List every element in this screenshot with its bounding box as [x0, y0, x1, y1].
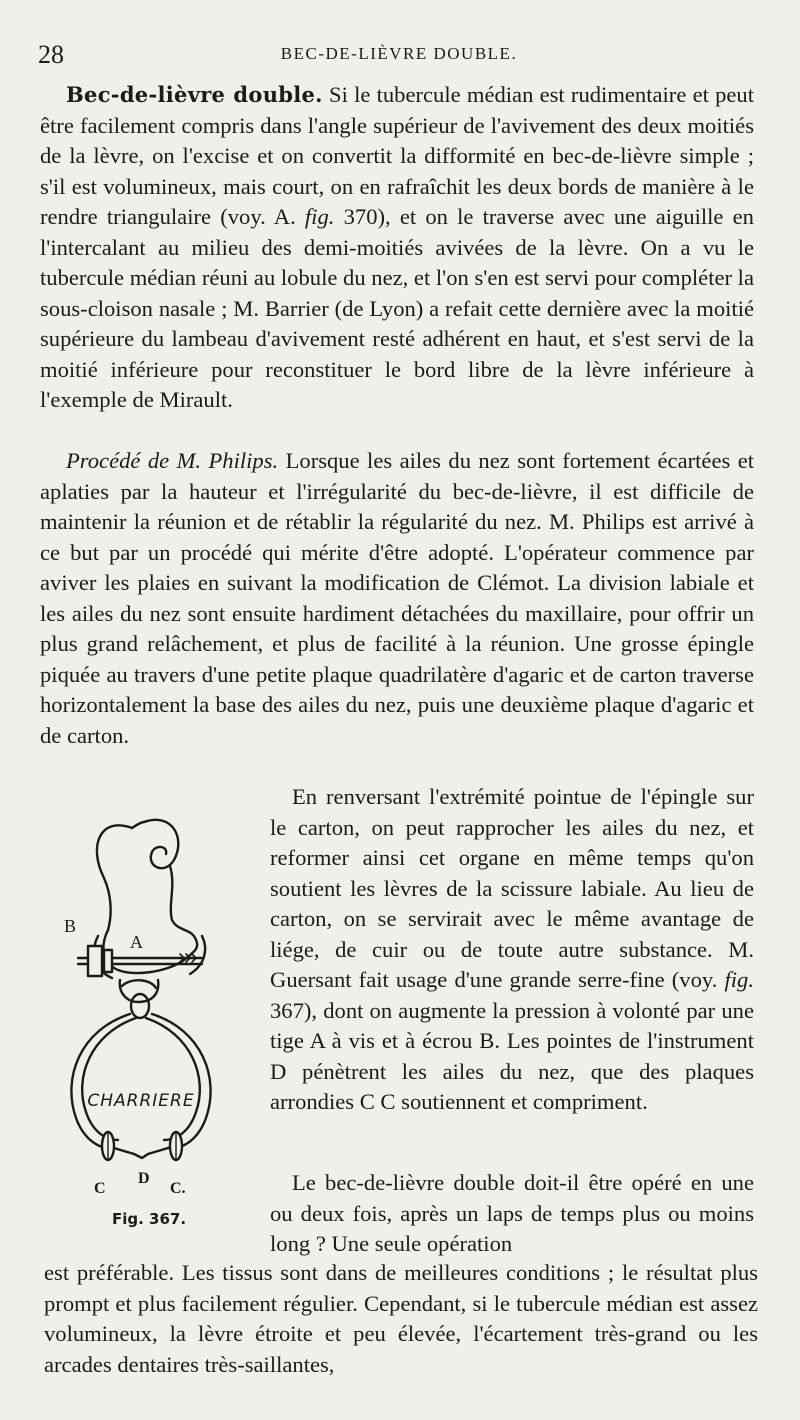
serre-fine-drawing	[60, 808, 260, 1198]
running-title: BEC-DE-LIÈVRE DOUBLE.	[280, 44, 518, 63]
paragraph-operation-question	[270, 1168, 754, 1260]
page-number: 28	[38, 40, 64, 69]
section-heading-italic: Procédé de M. Philips.	[66, 448, 279, 473]
paragraph-text: Si le tubercule médian est rudimentaire et peut être facilement compris dans l'angle supérieur de l'avivement des deux moitiés de la lèvre, on l'excise et on convertit la difformité en bec-de-lièvre simple ; s'il est volumineux, mais court, on en rafraîchit les deux bords de manière à le rendre triangulaire (voy. A.	[40, 82, 755, 229]
figure-reference: fig.	[304, 204, 335, 229]
label-c-left: C	[94, 1180, 106, 1197]
paragraph-text-continued: 370), et on le traverse avec une aiguille en l'intercalant au milieu des demi-moitiés avivées de la lèvre. On a vu le tubercule médian réuni au lobule du nez, et l'on s'en est servi pour compléter la sous-cloison nasale ; M. Barrier (de Lyon) a refait cette dernière avec la moitié supérieure du lambeau d'avivement resté adhérent en haut, et s'est servi de la moitié inférieure pour reconstituer le bord libre de la lèvre inférieure à l'exemple de Mirault.	[40, 204, 754, 412]
paragraph-text: est préférable. Les tissus sont dans de meilleures conditions ; le résultat plus prompt et plus facilement régulier. Cependant, si le tubercule médian est assez volumineux, la lèvre étroite et peu élevée, l'écartement très-grand ou les arcades dentaires très-saillantes,	[44, 1260, 758, 1377]
figure-caption: Fig. 367.	[112, 1210, 187, 1228]
label-c-right: C.	[170, 1180, 186, 1197]
paragraph-bec-de-lievre-double	[40, 80, 754, 416]
paragraph-text: Le bec-de-lièvre double doit-il être opéré en une ou deux fois, après un laps de temps plus ou moins long ? Une seule opération	[270, 1170, 754, 1256]
engraved-maker-mark: CHARRIERE	[87, 1091, 195, 1111]
paragraph-procede-philips	[40, 446, 754, 751]
label-b: B	[64, 916, 77, 936]
section-heading: Bec-de-lièvre double.	[66, 82, 323, 107]
figure-reference: fig.	[724, 967, 754, 992]
paragraph-text: Lorsque les ailes du nez sont fortement écartées et aplaties par la hauteur et l'irrégularité du bec-de-lièvre, il est difficile de maintenir la réunion et de rétablir la régularité du nez. M. Philips est arrivé à ce but par un procédé qui mérite d'être adopté. L'opérateur commence par aviver les plaies en suivant la modification de Clémot. La division labiale et les ailes du nez sont ensuite hardiment détachées du maxillaire, pour offrir un plus grand relâchement, et plus de facilité à la réunion. Une grosse épingle piquée au travers d'une petite plaque quadrilatère d'agaric et de carton traverse horizontalement la base des ailes du nez, puis une deuxième plaque d'agaric et de carton.	[40, 448, 754, 748]
figure-serre-fine-illustration	[60, 808, 260, 1198]
label-a: A	[130, 932, 143, 952]
label-d: D	[138, 1170, 150, 1187]
paragraph-text: En renversant l'extrémité pointue de l'épingle sur le carton, on peut rapprocher les ailes du nez, et reformer ainsi cet organe en même temps qu'on soutient les lèvres de la scissure labiale. Au lieu de carton, on se servirait avec le même avantage de liége, de cuir ou de toute autre substance. M. Guersant fait usage d'une grande serre-fine (voy.	[270, 784, 754, 992]
paragraph-text-continued: 367), dont on augmente la pression à volonté par une tige A à vis et à écrou B. Les pointes de l'instrument D pénètrent les ailes du nez, que des plaques arrondies C C soutiennent et compriment.	[270, 997, 754, 1114]
paragraph-continuation	[44, 1258, 758, 1380]
page-header	[38, 40, 760, 72]
paragraph-figure-wrap	[270, 782, 754, 1118]
